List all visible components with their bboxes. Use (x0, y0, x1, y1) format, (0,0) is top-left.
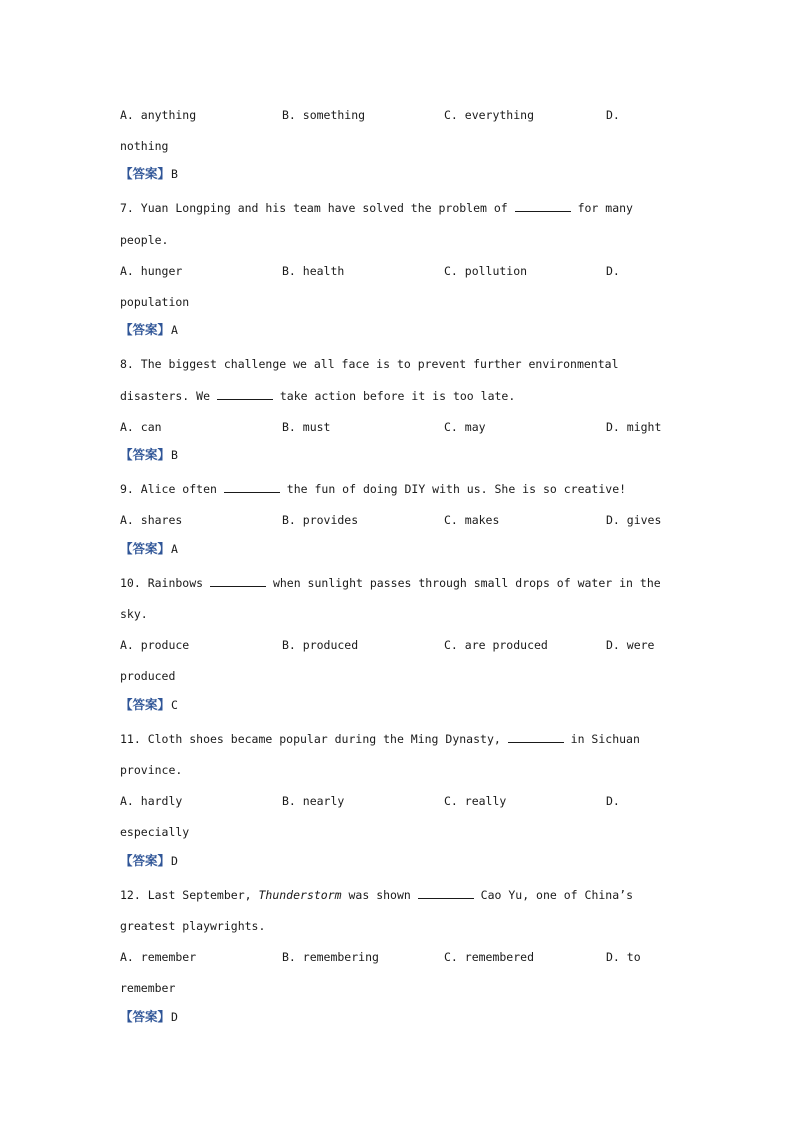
option-d-wrap: remember (120, 981, 176, 995)
option-c: C. makes (444, 513, 500, 527)
question-text: 9. Alice often the fun of doing DIY with us. She is so creative! (120, 482, 627, 496)
option-b: B. something (282, 108, 366, 122)
answer-blank (508, 732, 564, 743)
option-c: C. pollution (444, 264, 528, 278)
answer-line (120, 698, 178, 712)
option-d-wrap: population (120, 295, 190, 309)
answer-value: D (171, 1010, 178, 1024)
option-c: C. may (444, 420, 486, 434)
question-text-wrap: greatest playwrights. (120, 919, 266, 933)
answer-tag: 【答案】 (120, 322, 171, 337)
answer-line (120, 167, 178, 181)
option-a: A. hunger (120, 264, 183, 278)
option-c: C. are produced (444, 638, 548, 652)
option-b: B. must (282, 420, 331, 434)
option-d: D. were (606, 638, 655, 652)
answer-value: A (171, 542, 178, 556)
option-a: A. remember (120, 950, 197, 964)
option-a: A. hardly (120, 794, 183, 808)
option-a: A. anything (120, 108, 197, 122)
option-b: B. provides (282, 513, 359, 527)
answer-line (120, 542, 178, 556)
option-d: D. to (606, 950, 641, 964)
option-b: B. nearly (282, 794, 345, 808)
answer-blank (210, 576, 266, 587)
question-text-wrap: sky. (120, 607, 148, 621)
option-c: C. really (444, 794, 507, 808)
option-d: D. (606, 794, 620, 808)
option-d: D. (606, 108, 620, 122)
answer-value: B (171, 167, 178, 181)
answer-blank (224, 482, 280, 493)
answer-line (120, 1010, 178, 1024)
option-d: D. gives (606, 513, 662, 527)
answer-blank (515, 201, 571, 212)
question-text-wrap: province. (120, 763, 183, 777)
answer-value: A (171, 323, 178, 337)
answer-blank (217, 389, 273, 400)
option-c: C. everything (444, 108, 535, 122)
option-d: D. (606, 264, 620, 278)
option-b: B. remembering (282, 950, 379, 964)
option-b: B. health (282, 264, 345, 278)
question-text: 12. Last September, Thunderstorm was shown Cao Yu, one of China’s (120, 888, 633, 902)
question-text: 11. Cloth shoes became popular during the Ming Dynasty, in Sichuan (120, 732, 640, 746)
question-text-wrap: people. (120, 233, 169, 247)
answer-tag: 【答案】 (120, 447, 171, 462)
option-a: A. shares (120, 513, 183, 527)
answer-value: B (171, 448, 178, 462)
option-d-wrap: especially (120, 825, 190, 839)
answer-tag: 【答案】 (120, 541, 171, 556)
answer-value: C (171, 698, 178, 712)
answer-tag: 【答案】 (120, 166, 171, 181)
option-b: B. produced (282, 638, 359, 652)
option-c: C. remembered (444, 950, 535, 964)
answer-tag: 【答案】 (120, 697, 171, 712)
question-text: 10. Rainbows when sunlight passes through small drops of water in the (120, 576, 661, 590)
question-text-wrap: disasters. We take action before it is too late. (120, 389, 516, 403)
question-text: 8. The biggest challenge we all face is to prevent further environmental (120, 357, 619, 371)
option-d: D. might (606, 420, 662, 434)
answer-value: D (171, 854, 178, 868)
answer-tag: 【答案】 (120, 853, 171, 868)
option-a: A. can (120, 420, 162, 434)
option-a: A. produce (120, 638, 190, 652)
answer-line (120, 323, 178, 337)
option-d-wrap: nothing (120, 139, 169, 153)
answer-line (120, 448, 178, 462)
answer-blank (418, 888, 474, 899)
answer-line (120, 854, 178, 868)
play-title: Thunderstorm (258, 888, 342, 902)
answer-tag: 【答案】 (120, 1009, 171, 1024)
option-d-wrap: produced (120, 669, 176, 683)
question-text: 7. Yuan Longping and his team have solved the problem of for many (120, 201, 633, 215)
